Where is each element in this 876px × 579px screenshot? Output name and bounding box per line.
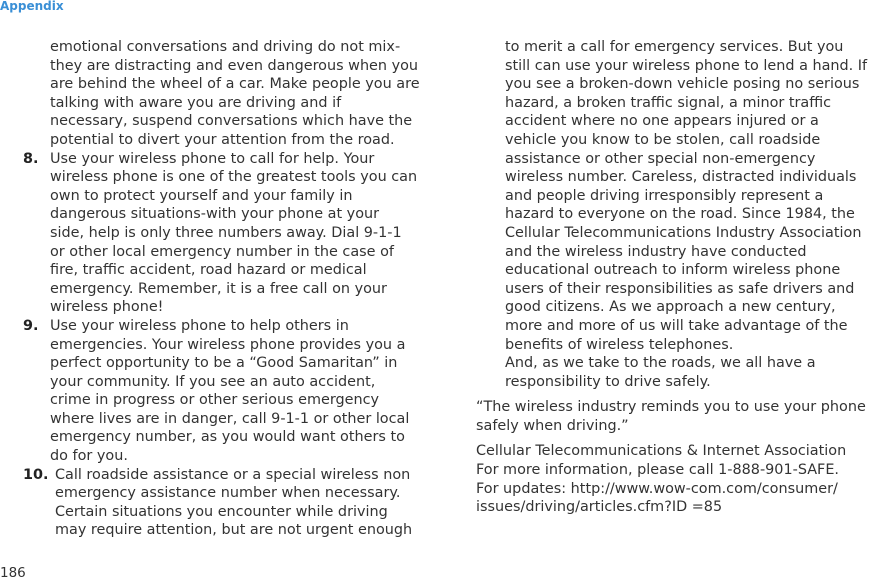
text-line: accident where no one appears injured or a — [505, 113, 819, 130]
list-item-8 — [0, 150, 430, 317]
text-line: wireless phone! — [50, 299, 164, 316]
text-line: talking with aware you are driving and if — [50, 94, 342, 111]
item-number: 10. — [23, 466, 49, 483]
text-line: Cellular Telecommunications Industry Association — [505, 224, 862, 241]
text-line: emergencies. Your wireless phone provides you a — [50, 336, 406, 353]
text-line: Use your wireless phone to help others in — [50, 317, 349, 334]
text-line: And, as we take to the roads, we all have a — [505, 355, 816, 372]
text-line: to merit a call for emergency services. But you — [505, 39, 844, 55]
text-line: you see a broken-down vehicle posing no serious — [505, 76, 860, 93]
text-line: hazard, a broken traffic signal, a minor traffic — [505, 94, 832, 111]
text-line: good citizens. As we approach a new century, — [505, 299, 836, 316]
text-line: responsibility to drive safely. — [505, 373, 711, 390]
text-line: emergency assistance number when necessary. — [55, 485, 401, 502]
item-body — [0, 150, 430, 317]
text-line: emotional conversations and driving do not mix- — [50, 39, 401, 55]
item-number: 9. — [23, 317, 39, 334]
text-line: dangerous situations-with your phone at your — [50, 206, 380, 223]
source-paragraph — [476, 442, 876, 516]
text-line: or other local emergency number in the case of — [50, 243, 394, 260]
text-line: users of their responsibilities as safe drivers and — [505, 280, 855, 297]
text-line: For more information, please call 1-888-901-SAFE. — [476, 462, 840, 479]
text-line: hazard to everyone on the road. Since 1984, the — [505, 206, 855, 223]
text-line: Cellular Telecommunications & Internet Association — [476, 443, 847, 460]
text-line: and people driving irresponsibly represent a — [505, 187, 824, 204]
text-line: they are distracting and even dangerous when you — [50, 57, 419, 74]
text-line: educational outreach to inform wireless phone — [505, 262, 841, 279]
text-line: still can use your wireless phone to lend a hand. If — [505, 57, 868, 74]
text-line: perfect opportunity to be a “Good Samaritan” in — [50, 355, 398, 372]
text-line: necessary, suspend conversations which have the — [50, 113, 413, 130]
text-line: Use your wireless phone to call for help. Your — [50, 150, 375, 167]
list-item-9 — [0, 317, 430, 466]
text-line: where lives are in danger, call 9-1-1 or other local — [50, 410, 410, 427]
text-line: are behind the wheel of a car. Make people you are — [50, 76, 420, 93]
left-column — [0, 38, 430, 540]
page-number: 186 — [0, 565, 26, 579]
text-line: “The wireless industry reminds you to use your phone — [476, 399, 866, 416]
text-line: wireless phone is one of the greatest tools you can — [50, 169, 418, 186]
text-line: may require attention, but are not urgent enough — [55, 522, 413, 539]
text-line: your community. If you see an auto accident, — [50, 373, 376, 390]
text-line: benefits of wireless telephones. — [505, 336, 734, 353]
text-line: vehicle you know to be stolen, call roadside — [505, 131, 821, 148]
text-line: own to protect yourself and your family in — [50, 187, 353, 204]
text-line: assistance or other special non-emergency — [505, 150, 816, 167]
item-body — [0, 317, 430, 466]
text-line: do for you. — [50, 448, 128, 465]
text-line: fire, traffic accident, road hazard or medical — [50, 262, 367, 279]
right-column — [476, 38, 876, 517]
text-line: side, help is only three numbers away. Dial 9-1-1 — [50, 224, 402, 241]
text-line: more and more of us will take advantage of the — [505, 317, 848, 334]
text-line: potential to divert your attention from the road. — [50, 131, 395, 148]
text-line: crime in progress or other serious emergency — [50, 392, 380, 409]
text-line: issues/driving/articles.cfm?ID =85 — [476, 499, 723, 516]
text-line: wireless number. Careless, distracted individuals — [505, 169, 857, 186]
text-line: emergency. Remember, it is a free call on your — [50, 280, 387, 297]
item-number: 8. — [23, 150, 39, 167]
text-line: Call roadside assistance or a special wireless non — [55, 466, 411, 483]
text-line: and the wireless industry have conducted — [505, 243, 807, 260]
text-line: emergency number, as you would want others to — [50, 429, 405, 446]
item-body — [0, 466, 430, 540]
quote-paragraph — [476, 398, 876, 435]
text-line: For updates: http://www.wow-com.com/consumer/ — [476, 480, 838, 497]
text-line: safely when driving.” — [476, 417, 629, 434]
list-item-10 — [0, 466, 430, 540]
section-title: Appendix — [0, 0, 64, 13]
intro-paragraph — [0, 38, 430, 150]
item-10-continuation — [476, 38, 876, 391]
text-line: Certain situations you encounter while driving — [55, 503, 388, 520]
